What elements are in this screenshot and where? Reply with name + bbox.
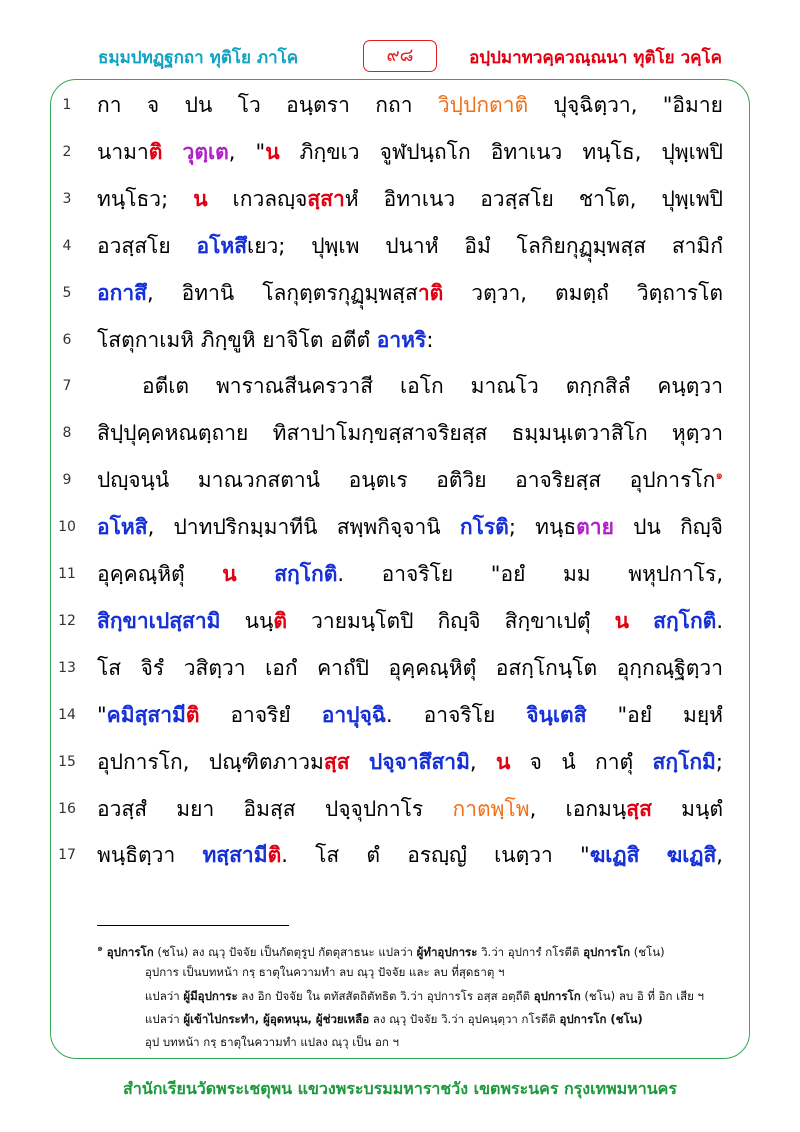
text-segment: นามา: [97, 140, 149, 164]
footnote-line: แปลว่า ผู้มีอุปการะ ลง อิก ปัจจัย ใน ตทัสสัตถิตัทธิต วิ.ว่า อุปการโร อสฺส อตฺถีติ อุปการโก (ชโน) ลบ อิ ที่ อิก เสีย ฯ: [145, 989, 704, 1003]
text-segment: ;: [715, 750, 723, 774]
text-segment: หํ อิทาเนว อวสฺสโย ชาโต, ปุพฺเพปิ: [344, 187, 723, 211]
text-segment: ปุจฺฉิตฺวา, "อิมาย: [528, 93, 723, 117]
text-segment: ปจฺจาสึสามิ: [368, 750, 470, 774]
text-line: [97, 273, 723, 313]
text-line: [97, 413, 723, 453]
text-segment: น: [495, 750, 511, 774]
line-number: 15: [58, 754, 76, 770]
text-segment: ; ทนฺธ: [508, 515, 577, 539]
text-line: [97, 507, 723, 547]
text-segment: มนฺตํ: [651, 797, 723, 821]
text-segment: อุคฺคณฺหิตุํ: [97, 562, 223, 586]
text-segment: จ นํ กาตุํ: [510, 750, 653, 774]
text-segment: อาปุจฺฉิ: [321, 703, 387, 727]
line-number: 1: [62, 97, 72, 113]
text-segment: วายมนฺโตปิ กิญฺจิ สิกฺขาเปตุํ: [286, 609, 615, 633]
text-segment: โส จิรํ วสิตฺวา เอกํ คาถํปิ อุคฺคณฺหิตุํ อสกฺโกนฺโต อุกฺกณฺฐิตฺวา: [97, 656, 723, 680]
text-segment: [629, 609, 653, 633]
text-segment: อวสฺสโย: [97, 234, 197, 258]
line-number: 5: [62, 285, 72, 301]
text-line: [97, 179, 723, 219]
text-line: [97, 789, 723, 829]
text-segment: สกฺโกมิ: [652, 750, 716, 774]
text-segment: สฺสา: [307, 187, 345, 211]
text-segment: :: [426, 328, 434, 352]
footer-text: สำนักเรียนวัดพระเชตุพน แขวงพระบรมมหาราชวัง เขตพระนคร กรุงเทพมหานคร: [123, 1079, 677, 1098]
footnote-line: อุปการ เป็นบทหน้า กรฺ ธาตุในความทำ ลบ ณฺวุ ปัจจัย และ ลบ ที่สุดธาตุ ฯ: [145, 965, 505, 979]
text-segment: วตฺวา, ตมตฺถํ วิตฺถารโต: [443, 281, 723, 305]
text-segment: กา จ ปน โว อนฺตรา กถา: [97, 93, 438, 117]
text-segment: ": [97, 703, 107, 727]
text-line: [97, 601, 723, 641]
text-segment: สฺส: [626, 797, 652, 821]
line-number: 16: [58, 801, 76, 817]
text-segment: ติ: [267, 843, 282, 867]
text-segment: ทนฺโธว;: [97, 187, 194, 211]
text-segment: น: [614, 609, 629, 633]
text-segment: , อิทานิ โลกุตฺตรกุฏุมฺพสฺส: [146, 281, 418, 305]
text-segment: อาจริยํ: [199, 703, 322, 727]
text-segment: น: [265, 140, 280, 164]
text-line: [97, 648, 723, 688]
footnote-line: แปลว่า ผู้เข้าไปกระทำ, ผู้อุดหนุน, ผู้ช่วยเหลือ ลง ณฺวุ ปัจจัย วิ.ว่า อุปคนฺตฺวา กโรตีติ อุปการโก (ชโน): [145, 1012, 643, 1026]
line-number: 8: [62, 425, 72, 441]
line-number: 9: [62, 472, 72, 488]
text-segment: น: [222, 562, 237, 586]
text-segment: คมิสฺสามี: [106, 703, 186, 727]
text-segment: [237, 562, 275, 586]
footnote-line: $^๑$ อุปการโก (ชโน) ลง ณฺวุ ปัจจัย เป็นกัตตุรูป กัตตุสาธนะ แปลว่า ผู้ทำอุปการะ วิ.ว่า อุปการํ กโรตีติ อุปการโก (ชโน): [97, 943, 665, 959]
text-segment: วุตฺเต: [182, 140, 229, 164]
text-segment: ภิกฺขเว จูฬปนฺถโก อิทาเนว ทนฺโธ, ปุพฺเพปิ: [279, 140, 723, 164]
text-segment: จินฺเตสิ: [526, 703, 587, 727]
text-segment: อกาสึ: [97, 281, 147, 305]
text-segment: อโหสิ: [97, 515, 148, 539]
text-segment: ทสฺสามี: [202, 843, 268, 867]
text-segment: โสตุกาเมหิ ภิกฺขูหิ ยาจิโต อตีตํ: [97, 328, 377, 352]
text-segment: อุปการโก, ปณฺฑิตภาวม: [97, 750, 324, 774]
text-segment: กโรติ: [459, 515, 509, 539]
text-line: [97, 835, 723, 875]
footnote-rule: [97, 925, 289, 926]
text-segment: นนฺ: [220, 609, 274, 633]
text-segment: ติ: [185, 703, 200, 727]
line-number: 14: [58, 707, 76, 723]
line-number: 6: [62, 332, 72, 348]
text-segment: ,: [716, 843, 723, 867]
line-number: 17: [58, 847, 76, 863]
text-segment: กาตพฺโพ: [452, 797, 530, 821]
page-number-box: ๙๘: [363, 40, 437, 72]
text-segment: สิปฺปุคฺคหณตฺถาย ทิสาปาโมกฺขสฺสาจริยสฺส ธมฺมนฺเตวาสิโก หุตฺวา: [97, 421, 723, 445]
text-line: [142, 366, 723, 406]
text-line: [97, 226, 723, 266]
text-segment: อาหริ: [376, 328, 427, 352]
line-number: 13: [58, 660, 76, 676]
text-segment: อตีเต พาราณสีนครวาสี เอโก มาณโว ตกฺกสิลํ คนฺตฺวา: [142, 374, 723, 398]
text-segment: ปญฺจนฺนํ มาณวกสตานํ อนฺตเร อติวิย อาจริยสฺส อุปการโก: [97, 468, 716, 492]
line-number: 10: [58, 519, 76, 535]
text-segment: สกฺโกติ: [653, 609, 717, 633]
text-segment: าติ: [417, 281, 444, 305]
text-segment: [639, 843, 666, 867]
text-segment: , ": [228, 140, 266, 164]
text-segment: ฆเฏสิ: [589, 843, 640, 867]
text-segment: อโหสึ: [196, 234, 248, 258]
text-segment: พนฺธิตฺวา: [97, 843, 203, 867]
text-segment: ติ: [273, 609, 287, 633]
text-segment: สกฺโกติ: [274, 562, 338, 586]
text-segment: อวสฺสํ มยา อิมสฺส ปจฺจุปกาโร: [97, 797, 453, 821]
line-number: 2: [62, 144, 72, 160]
text-line: [97, 742, 723, 782]
text-segment: เยว; ปุพฺเพ ปนาหํ อิมํ โลกิยกุฏุมฺพสฺส สามิกํ: [247, 234, 723, 258]
text-segment: ปน กิญฺจิ: [613, 515, 723, 539]
text-segment: . โส ตํ อรญฺญํ เนตฺวา ": [281, 843, 590, 867]
text-segment: [162, 140, 182, 164]
text-segment: , ปาทปริกมฺมาทีนิ สพฺพกิจฺจานิ: [147, 515, 460, 539]
text-line: [97, 320, 723, 360]
line-number: 11: [58, 566, 76, 582]
line-number: 4: [62, 238, 72, 254]
text-line: [97, 554, 723, 594]
line-number: 3: [62, 191, 72, 207]
text-line: [97, 460, 723, 500]
text-segment: . อาจริโย "อยํ มม พหุปกาโร,: [337, 562, 723, 586]
text-line: [97, 85, 723, 125]
text-segment: , เอกมนฺ: [529, 797, 627, 821]
text-segment: .: [716, 609, 723, 633]
header-right-title: อปฺปมาทวคฺควณฺณนา ทุติโย วคฺโค: [469, 48, 722, 68]
text-segment: ,: [469, 750, 496, 774]
text-segment: ติ: [148, 140, 163, 164]
header-left-title: ธมฺมปทฏฺฐกถา ทุติโย ภาโค: [98, 48, 299, 68]
text-line: [97, 132, 723, 172]
text-segment: [350, 750, 369, 774]
line-number: 12: [58, 613, 76, 629]
text-line: [97, 695, 723, 735]
text-segment: "อยํ มยฺหํ: [586, 703, 723, 727]
text-segment: ตาย: [576, 515, 614, 539]
text-segment: น: [193, 187, 208, 211]
text-segment: เกวลญฺจ: [207, 187, 308, 211]
text-segment: วิปฺปกตาติ: [437, 93, 529, 117]
text-segment: สิกฺขาเปสฺสามิ: [97, 609, 221, 633]
footnote-marker: ๑: [715, 468, 723, 482]
text-segment: ฆเฏสิ: [666, 843, 717, 867]
line-number: 7: [62, 378, 72, 394]
text-segment: . อาจริโย: [386, 703, 527, 727]
text-segment: สฺส: [323, 750, 350, 774]
footnote-line: อุป บทหน้า กรฺ ธาตุในความทำ แปลง ณฺวุ เป็น อก ฯ: [145, 1035, 399, 1049]
